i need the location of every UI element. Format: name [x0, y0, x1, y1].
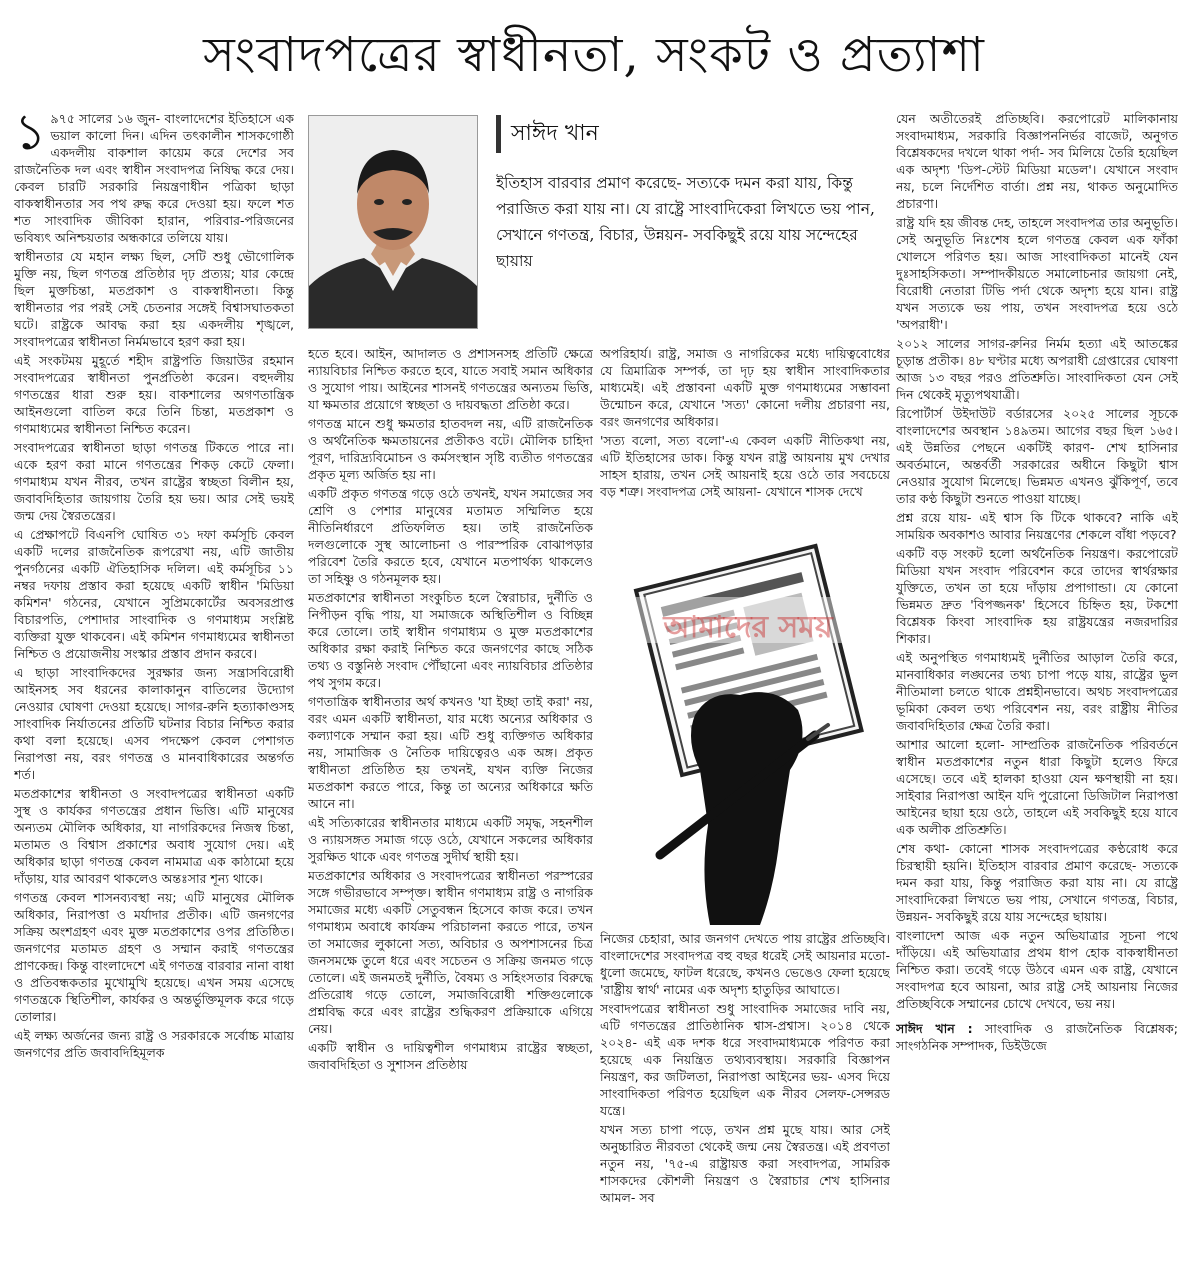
watermark: আমাদের সময় [663, 610, 833, 645]
author-footer [896, 1020, 1178, 1054]
paragraph: আশার আলো হলো- সাম্প্রতিক রাজনৈতিক পরিবর্তনে স্বাধীন মতপ্রকাশের নতুন ধারা কিছুটা হলেও ফিরে এসেছে। তবে এই হালকা হাওয়া যেন ক্ষণস্থায়ী না হয়। সাইবার নিরাপত্তা আইন যদি পুরোনো ডিজিটাল নিরাপত্তা আইনের ছায়া হয়ে ওঠে, তাহলে এই সবকিছুই হয়ে যাবে এক অলীক প্রতিশ্রুতি। [896, 737, 1178, 837]
paragraph: নিজের চেহারা, আর জনগণ দেখতে পায় রাষ্ট্রের প্রতিচ্ছবি। বাংলাদেশের সংবাদপত্র বহু বছর ধরেই সেই আয়নার মতো- ধুলো জমেছে, ফাটল ধরেছে, কখনও ভেঙেও ফেলা হয়েছে 'রাষ্ট্রীয় স্বার্থ' নামের এক অদৃশ্য হাতুড়ির আঘাতে। [600, 931, 890, 997]
article-column-4 [896, 110, 1178, 1270]
paragraph: সংবাদপত্রের স্বাধীনতা শুধু সাংবাদিক সমাজের দাবি নয়, এটি গণতন্ত্রের প্রাতিষ্ঠানিক শ্বাস-প্রশ্বাস। ২০১৪ থেকে ২০২৪- এই এক দশক ধরে সংবাদমাধ্যমকে পরিণত করা হয়েছে এক নিয়ন্ত্রিত তথ্যব্যবস্থায়। সরকারি বিজ্ঞাপন নিয়ন্ত্রণ, কর জটিলতা, নিরাপত্তা আইনের ভয়- এসব দিয়ে সাংবাদিকতা পরিণত হয়েছিল এক নীরব সেলফ-সেন্সরড যন্ত্রে। [600, 1001, 890, 1118]
paragraph: সংবাদপত্রের স্বাধীনতা ছাড়া গণতন্ত্র টিকতে পারে না। একে হরণ করা মানে গণতন্ত্রের শিকড় কেটে ফেলা। গণমাধ্যম যখন নীরব, তখন রাষ্ট্রের স্বচ্ছতা বিলীন হয়, জবাবদিহিতার জায়গায় তৈরি হয় ভয়। আর সেই ভয়ই জন্ম দেয় স্বৈরতন্ত্রের। [14, 440, 294, 523]
paragraph: একটি বড় সংকট হলো অর্থনৈতিক নিয়ন্ত্রণ। করপোরেট মিডিয়া যখন সংবাদ পরিবেশন করে তাদের স্বার্থরক্ষার যুক্তিতে, তখন তা হয়ে দাঁড়ায় প্রপাগান্ডা। যে কোনো ভিন্নমত দ্রুত 'বিপজ্জনক' হিসেবে চিহ্নিত হয়, টকশো বিশ্লেষক কিংবা সাংবাদিক হয় রাষ্ট্রযন্ত্রের নজরদারির শিকার। [896, 546, 1178, 646]
paragraph: বাংলাদেশ আজ এক নতুন অভিযাত্রার সূচনা পথে দাঁড়িয়ে। এই অভিযাত্রার প্রথম ধাপ হোক বাকস্বাধীনতা নিশ্চিত করা। তবেই গড়ে উঠবে এমন এক রাষ্ট্র, যেখানে সংবাদপত্র হবে আয়না, আর রাষ্ট্র সেই আয়নায় নিজের প্রতিচ্ছবিকে সম্মানের চোখে দেখবে, ভয় নয়। [896, 928, 1178, 1011]
article-column-3-bottom [600, 930, 890, 1270]
article-column-3-top [600, 345, 890, 515]
paragraph: এই সংকটময় মুহূর্তে শহীদ রাষ্ট্রপতি জিয়াউর রহমান সংবাদপত্রের স্বাধীনতা পুনর্প্রতিষ্ঠা করেন। বহুদলীয় গণতন্ত্রের ধারা শুরু হয়। বাকশালের অগণতান্ত্রিক আইনগুলো বাতিল করে তিনি চিন্তা, মতপ্রকাশ ও গণমাধ্যমের স্বাধীনতা নিশ্চিত করেন। [14, 353, 294, 436]
paragraph: এই অনুপস্থিত গণমাধ্যমই দুর্নীতির আড়াল তৈরি করে, মানবাধিকার লঙ্ঘনের তথ্য চাপা পড়ে যায়, রাষ্ট্রের ভুল নীতিমালা চলতে থাকে প্রশ্নহীনভাবে। অথচ সংবাদপত্রের ভূমিকা কেবল তথ্য পরিবেশন নয়, বরং রাষ্ট্রীয় নীতির জবাবদিহিতার ক্ষেত্র তৈরি করা। [896, 650, 1178, 733]
article-column-2 [308, 345, 593, 1270]
paragraph: এই লক্ষ্য অর্জনের জন্য রাষ্ট্র ও সরকারকে সর্বোচ্চ মাত্রায় জনগণের প্রতি জবাবদিহিমূলক [14, 1028, 294, 1060]
paragraph: এ ছাড়া সাংবাদিকদের সুরক্ষার জন্য সন্ত্রাসবিরোধী আইনসহ সব ধরনের কালাকানুন বাতিলের উদ্যোগ নেওয়ার ঘোষণা দেওয়া হয়েছে। সাগর-রুনি হত্যাকাণ্ডসহ সাংবাদিক নির্যাতনের প্রতিটি ঘটনার বিচার নিশ্চিত করার কথা বলা হয়েছে। এসব পদক্ষেপ কেবল পেশাগত নিরাপত্তা নয়, বরং গণতন্ত্র ও মানবাধিকারের অন্তর্গত শর্ত। [14, 665, 294, 782]
paragraph: মতপ্রকাশের অধিকার ও সংবাদপত্রের স্বাধীনতা পরস্পরের সঙ্গে গভীরভাবে সম্পৃক্ত। স্বাধীন গণমাধ্যম রাষ্ট্র ও নাগরিক সমাজের মধ্যে একটি সেতুবন্ধন হিসেবে কাজ করে। তখন গণমাধ্যম অবাধে কার্যক্রম পরিচালনা করতে পারে, তখন তা সমাজের লুকানো সত্য, অবিচার ও অপশাসনের চিত্র জনসমক্ষে তুলে ধরে এবং সচেতন ও সক্রিয় জনমত গড়ে তোলে। এই জনমতই দুর্নীতি, বৈষম্য ও সহিংসতার বিরুদ্ধে প্রতিরোধ গড়ে তোলে, সমাজবিরোধী শক্তিগুলোকে প্রশ্নবিদ্ধ করে এবং রাষ্ট্রের শুদ্ধিকরণ প্রক্রিয়াকে এগিয়ে নেয়। [308, 868, 593, 1036]
paragraph: গণতন্ত্র কেবল শাসনব্যবস্থা নয়; এটি মানুষের মৌলিক অধিকার, নিরাপত্তা ও মর্যাদার প্রতীক। এটি জনগণের সক্রিয় অংশগ্রহণ এবং মুক্ত মতপ্রকাশের ওপর প্রতিষ্ঠিত। জনগণের মতামত গ্রহণ ও সম্মান করাই গণতন্ত্রের প্রাণকেন্দ্র। কিন্তু বাংলাদেশে এই গণতন্ত্র বারবার নানা বাধা ও প্রতিবন্ধকতার মুখোমুখি হয়েছে। এখন সময় এসেছে গণতন্ত্রকে স্থিতিশীল, কার্যকর ও অন্তর্ভুক্তিমূলক করে গড়ে তোলার। [14, 890, 294, 1024]
paragraph: একটি স্বাধীন ও দায়িত্বশীল গণমাধ্যম রাষ্ট্রের স্বচ্ছতা, জবাবদিহিতা ও সুশাসন প্রতিষ্ঠায় [308, 1040, 593, 1072]
paragraph: মতপ্রকাশের স্বাধীনতা ও সংবাদপত্রের স্বাধীনতা একটি সুস্থ ও কার্যকর গণতন্ত্রের প্রধান ভিত্তি। এটি মানুষের অন্যতম মৌলিক অধিকার, যা নাগরিকদের নিজস্ব চিন্তা, মতামত ও বিশ্বাস প্রকাশের অবাধ সুযোগ দেয়। এই অধিকার ছাড়া গণতন্ত্র কেবল নামমাত্র এক কাঠামো হয়ে দাঁড়ায়, যার আবরণ থাকলেও অন্তঃসার শূন্য থাকে। [14, 786, 294, 886]
paragraph: ৯৭৫ সালের ১৬ জুন- বাংলাদেশের ইতিহাসে এক ভয়াল কালো দিন। এদিন তৎকালীন শাসকগোষ্ঠী একদলীয় বাকশাল কায়েম করে দেশের সব রাজনৈতিক দল এবং স্বাধীন সংবাদপত্র নিষিদ্ধ করে দেয়। কেবল চারটি সরকারি নিয়ন্ত্রণাধীন পত্রিকা ছাড়া বাকস্বাধীনতার সব পথ রুদ্ধ করে দেওয়া হয়। ফলে শত শত সাংবাদিক জীবিকা হারান, পরিবার-পরিজনের ভবিষ্যৎ অনিশ্চয়তার অন্ধকারে তলিয়ে যায়। [14, 111, 294, 245]
paragraph: রিপোর্টার্স উইদাউট বর্ডারসের ২০২৫ সালের সূচকে বাংলাদেশের অবস্থান ১৪৯তম। আগের বছর ছিল ১৬৫। এই উন্নতির পেছনে একটিই কারণ- শেখ হাসিনার অবর্তমানে, অন্তর্বর্তী সরকারের অধীনে কিছুটা শ্বাস নেওয়ার সুযোগ মিলেছে। ভিন্নমত এখনও ঝুঁকিপূর্ণ, তবে তার কণ্ঠ কিছুটা শুনতে পাওয়া যাচ্ছে। [896, 406, 1178, 506]
paragraph: ২০১২ সালের সাগর-রুনির নির্মম হত্যা এই আতঙ্কের চূড়ান্ত প্রতীক। ৪৮ ঘণ্টার মধ্যে অপরাধী গ্রেপ্তারের ঘোষণা আজ ১৩ বছর পরও প্রতিশ্রুতি। সাংবাদিকতা যেন সেই দিন থেকেই মৃত্যুপথযাত্রী। [896, 336, 1178, 402]
author-photo [308, 115, 478, 329]
paragraph: গণতান্ত্রিক স্বাধীনতার অর্থ কখনও 'যা ইচ্ছা তাই করা' নয়, বরং এমন একটি স্বাধীনতা, যার মধ্যে অন্যের অধিকার ও কল্যাণকে সম্মান করা হয়। এটি শুধু ব্যক্তিগত অধিকার নয়, সামাজিক ও নৈতিক দায়িত্বেরও এক অঙ্গ। প্রকৃত স্বাধীনতা প্রতিষ্ঠিত হয় তখনই, যখন ব্যক্তি নিজের মতপ্রকাশ করতে পারে, কিন্তু তা অন্যের অধিকারে ক্ষতি আনে না। [308, 694, 593, 811]
paragraph: একটি প্রকৃত গণতন্ত্র গড়ে ওঠে তখনই, যখন সমাজের সব শ্রেণি ও পেশার মানুষের মতামত সম্মিলিত হয়ে নীতিনির্ধারণে প্রতিফলিত হয়। তাই রাজনৈতিক দলগুলোকে সুস্থ আলোচনা ও পারস্পরিক বোঝাপড়ার পরিবেশ তৈরি করতে হবে, যেখানে মতপার্থক্য থাকলেও তা সহিষ্ণু ও গঠনমূলক হয়। [308, 486, 593, 586]
paragraph: অপরিহার্য। রাষ্ট্র, সমাজ ও নাগরিকের মধ্যে দায়িত্ববোধের যে ত্রিমাত্রিক সম্পর্ক, তা দৃঢ় হয় স্বাধীন সাংবাদিকতার মাধ্যমেই। এই প্রস্তাবনা একটি মুক্ত গণমাধ্যমের সম্ভাবনা উন্মোচন করে, যেখানে 'সত্য' কোনো দলীয় প্রচারণা নয়, বরং জনগণের অধিকার। [600, 346, 890, 429]
paragraph: গণতন্ত্র মানে শুধু ক্ষমতার হাতবদল নয়, এটি রাজনৈতিক ও অর্থনৈতিক ক্ষমতায়নের প্রতীকও বটে। মৌলিক চাহিদা পূরণ, দারিদ্র্যবিমোচন ও কর্মসংস্থান সৃষ্টি ব্যতীত গণতন্ত্রের প্রকৃত মূল্য অর্জিত হয় না। [308, 416, 593, 482]
article-column-1 [14, 110, 294, 1270]
paragraph: এ প্রেক্ষাপটে বিএনপি ঘোষিত ৩১ দফা কর্মসূচি কেবল একটি দলের রাজনৈতিক রূপরেখা নয়, এটি জাতীয় পুনর্গঠনের একটি ঐতিহাসিক দলিল। এই কর্মসূচির ১১ নম্বর দফায় প্রস্তাব করা হয়েছে একটি স্বাধীন 'মিডিয়া কমিশন' গঠনের, যেখানে সুপ্রিমকোর্টের অবসরপ্রাপ্ত বিচারপতি, পেশাদার সাংবাদিক ও গণমাধ্যম সংশ্লিষ্ট ব্যক্তিরা যুক্ত থাকবেন। এই কমিশন গণমাধ্যমের স্বাধীনতা নিশ্চিত ও প্রয়োজনীয় সংস্কার প্রস্তাব প্রদান করবে। [14, 527, 294, 661]
paragraph: হতে হবে। আইন, আদালত ও প্রশাসনসহ প্রতিটি ক্ষেত্রে ন্যায়বিচার নিশ্চিত করতে হবে, যাতে সবাই সমান অধিকার ও সুযোগ পায়। আইনের শাসনই গণতন্ত্রের অন্যতম ভিত্তি, যা ক্ষমতার প্রয়োগে স্বচ্ছতা ও দায়বদ্ধতা প্রতিষ্ঠা করে। [308, 346, 593, 412]
fist-holding-newspaper-image [600, 525, 890, 925]
paragraph: এই সত্যিকারের স্বাধীনতার মাধ্যমে একটি সমৃদ্ধ, সহনশীল ও ন্যায়সঙ্গত সমাজ গড়ে ওঠে, যেখানে সকলের অধিকার সুরক্ষিত থাকে এবং গণতন্ত্র সুদীর্ঘ স্থায়ী হয়। [308, 815, 593, 864]
dropcap: ১ [14, 110, 47, 161]
footer-author-bio: সাংবাদিক ও রাজনৈতিক বিশ্লেষক; সাংগঠনিক সম্পাদক, ডিইউজে [896, 1021, 1178, 1053]
headline: সংবাদপত্রের স্বাধীনতা, সংকট ও প্রত্যাশা [203, 27, 985, 83]
author-portrait-image [309, 116, 477, 328]
paragraph: 'সত্য বলো, সত্য বলো'-এ কেবল একটি নীতিকথা নয়, এটি ইতিহাসের ডাক। কিন্তু যখন রাষ্ট্র আয়নায় মুখ দেখার সাহস হারায়, তখন সেই আয়নাই হয়ে ওঠে তার সবচেয়ে বড় শত্রু। সংবাদপত্র সেই আয়না- যেখানে শাসক দেখে [600, 433, 890, 499]
paragraph: মতপ্রকাশের স্বাধীনতা সংকুচিত হলে স্বৈরাচার, দুর্নীতি ও নিপীড়ন বৃদ্ধি পায়, যা সমাজকে অস্থিতিশীল ও বিচ্ছিন্ন করে তোলে। তাই স্বাধীন গণমাধ্যম ও মুক্ত মতপ্রকাশের অধিকার রক্ষা করাই নিশ্চিত করে জনগণের কাছে সঠিক তথ্য ও বস্তুনিষ্ঠ সংবাদ পৌঁছানো এবং ন্যায়বিচার প্রতিষ্ঠার পথ সুগম করে। [308, 590, 593, 690]
paragraph: রাষ্ট্র যদি হয় জীবন্ত দেহ, তাহলে সংবাদপত্র তার অনুভূতি। সেই অনুভূতি নিঃশেষ হলে গণতন্ত্র কেবল এক ফাঁকা খোলসে পরিণত হয়। আজ সাংবাদিকতা মানেই যেন দুঃসাহসিকতা। সম্পাদকীয়তে সমালোচনার জায়গা নেই, বিরোধী নেতারা টিভি পর্দা থেকে অদৃশ্য হয়ে যান। রাষ্ট্র যখন সত্যকে ভয় পায়, তখন সংবাদপত্র হয়ে ওঠে 'অপরাধী'। [896, 215, 1178, 332]
paragraph: স্বাধীনতার যে মহান লক্ষ্য ছিল, সেটি শুধু ভৌগোলিক মুক্তি নয়, ছিল গণতন্ত্র প্রতিষ্ঠার দৃঢ় প্রত্যয়; যার কেন্দ্রে ছিল মুক্তচিন্তা, মতপ্রকাশ ও বাকস্বাধীনতা। কিন্তু স্বাধীনতার পর পরই সেই চেতনার সঙ্গেই বিশ্বাসঘাতকতা ঘটে। রাষ্ট্রকে আবদ্ধ করা হয় একদলীয় শৃঙ্খলে, সংবাদপত্রের স্বাধীনতা নির্মমভাবে হরণ করা হয়। [14, 249, 294, 349]
paragraph: যখন সত্য চাপা পড়ে, তখন প্রশ্ন মুছে যায়। আর সেই অনুচ্চারিত নীরবতা থেকেই জন্ম নেয় স্বৈরতন্ত্র। এই প্রবণতা নতুন নয়, '৭৫-এ রাষ্ট্রায়ত্ত করা সংবাদপত্র, সামরিক শাসকদের কৌশলী নিয়ন্ত্রণ ও স্বৈরাচার শেখ হাসিনার আমল- সব [600, 1122, 890, 1205]
author-name: সাঈদ খান [496, 115, 891, 153]
pull-quote: ইতিহাস বারবার প্রমাণ করেছে- সত্যকে দমন করা যায়, কিন্তু পরাজিত করা যায় না। যে রাষ্ট্রে সাংবাদিকেরা লিখতে ভয় পান, সেখানে গণতন্ত্র, বিচার, উন্নয়ন- সবকিছুই রয়ে যায় সন্দেহের ছায়ায় [496, 174, 875, 270]
paragraph: শেষ কথা- কোনো শাসক সংবাদপত্রের কণ্ঠরোধ করে চিরস্থায়ী হয়নি। ইতিহাস বারবার প্রমাণ করেছে- সত্যকে দমন করা যায়, কিন্তু পরাজিত করা যায় না। যে রাষ্ট্রে সাংবাদিকেরা লিখতে ভয় পায়, সেখানে গণতন্ত্র, বিচার, উন্নয়ন- সবকিছুই রয়ে যায় সন্দেহের ছায়ায়। [896, 841, 1178, 924]
paragraph: যেন অতীতেরই প্রতিচ্ছবি। করপোরেট মালিকানায় সংবাদমাধ্যম, সরকারি বিজ্ঞাপননির্ভর বাজেট, অনুগত বিশ্লেষকদের দখলে থাকা পর্দা- সব মিলিয়ে তৈরি হয়েছিল এক অদৃশ্য 'ডিপ-স্টেট মিডিয়া মডেল'। যেখানে সংবাদ নয়, চলে নির্দেশিত বার্তা। প্রশ্ন নয়, থাকত অনুমোদিত প্রচারণা। [896, 111, 1178, 211]
newspaper-fist-illustration [600, 525, 890, 925]
paragraph: প্রশ্ন রয়ে যায়- এই শ্বাস কি টিকে থাকবে? নাকি এই সাময়িক অবকাশও আবার নিয়ন্ত্রণের শেকলে বাঁধা পড়বে? [896, 510, 1178, 542]
footer-author-name: সাঈদ খান : [896, 1021, 973, 1036]
